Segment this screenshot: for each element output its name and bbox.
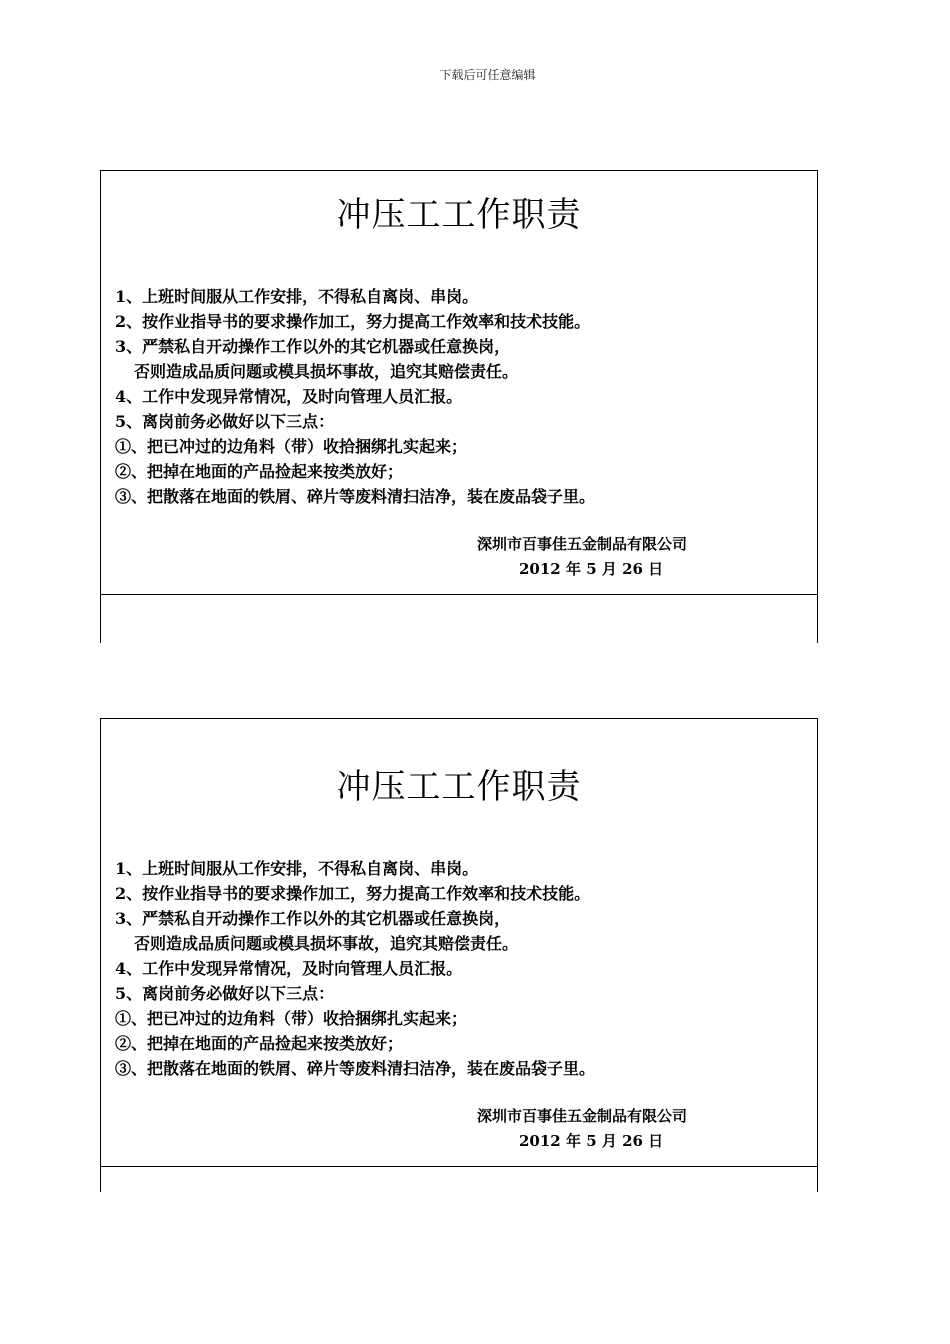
duty-line: 4、工作中发现异常情况，及时向管理人员汇报。 (115, 387, 463, 406)
company-name: 深圳市百事佳五金制品有限公司 (477, 1107, 688, 1125)
duty-line: ①、把已冲过的边角料（带）收拾捆绑扎实起来； (115, 1009, 468, 1028)
company-name: 深圳市百事佳五金制品有限公司 (477, 535, 688, 553)
duty-line: 1、上班时间服从工作安排，不得私自离岗、串岗。 (115, 859, 479, 878)
issue-date: 2012 年 5 月 26 日 (519, 1132, 664, 1150)
card-empty-row (101, 1167, 817, 1192)
duty-line: 5、离岗前务必做好以下三点： (115, 412, 335, 431)
duty-line: 2、按作业指导书的要求操作加工，努力提高工作效率和技术技能。 (115, 884, 591, 903)
duty-line: ③、把散落在地面的铁屑、碎片等废料清扫洁净，装在废品袋子里。 (115, 1059, 596, 1078)
duty-card-body (101, 719, 817, 1167)
duty-line: ②、把掉在地面的产品捡起来按类放好； (115, 1034, 404, 1053)
duty-card-1 (100, 170, 818, 643)
duty-line: 3、严禁私自开动操作工作以外的其它机器或任意换岗， (115, 337, 511, 356)
duty-line: 5、离岗前务必做好以下三点： (115, 984, 335, 1003)
duty-line: ①、把已冲过的边角料（带）收拾捆绑扎实起来； (115, 437, 468, 456)
duty-line: 否则造成品质问题或模具损坏事故，追究其赔偿责任。 (134, 362, 519, 381)
duty-card-body (101, 171, 817, 595)
duty-card-2 (100, 718, 818, 1192)
duty-line: ②、把掉在地面的产品捡起来按类放好； (115, 462, 404, 481)
duty-list (115, 284, 595, 509)
duty-list (115, 856, 595, 1081)
issue-date: 2012 年 5 月 26 日 (519, 560, 664, 578)
card-title: 冲压工工作职责 (336, 767, 582, 807)
duty-line: 3、严禁私自开动操作工作以外的其它机器或任意换岗， (115, 909, 511, 928)
page-header-note: 下载后可任意编辑 (439, 68, 536, 82)
duty-line: 否则造成品质问题或模具损坏事故，追究其赔偿责任。 (134, 934, 519, 953)
card-empty-row (101, 595, 817, 643)
duty-line: 2、按作业指导书的要求操作加工，努力提高工作效率和技术技能。 (115, 312, 591, 331)
duty-line: 4、工作中发现异常情况，及时向管理人员汇报。 (115, 959, 463, 978)
card-title: 冲压工工作职责 (336, 195, 582, 235)
duty-line: ③、把散落在地面的铁屑、碎片等废料清扫洁净，装在废品袋子里。 (115, 487, 596, 506)
duty-line: 1、上班时间服从工作安排，不得私自离岗、串岗。 (115, 287, 479, 306)
